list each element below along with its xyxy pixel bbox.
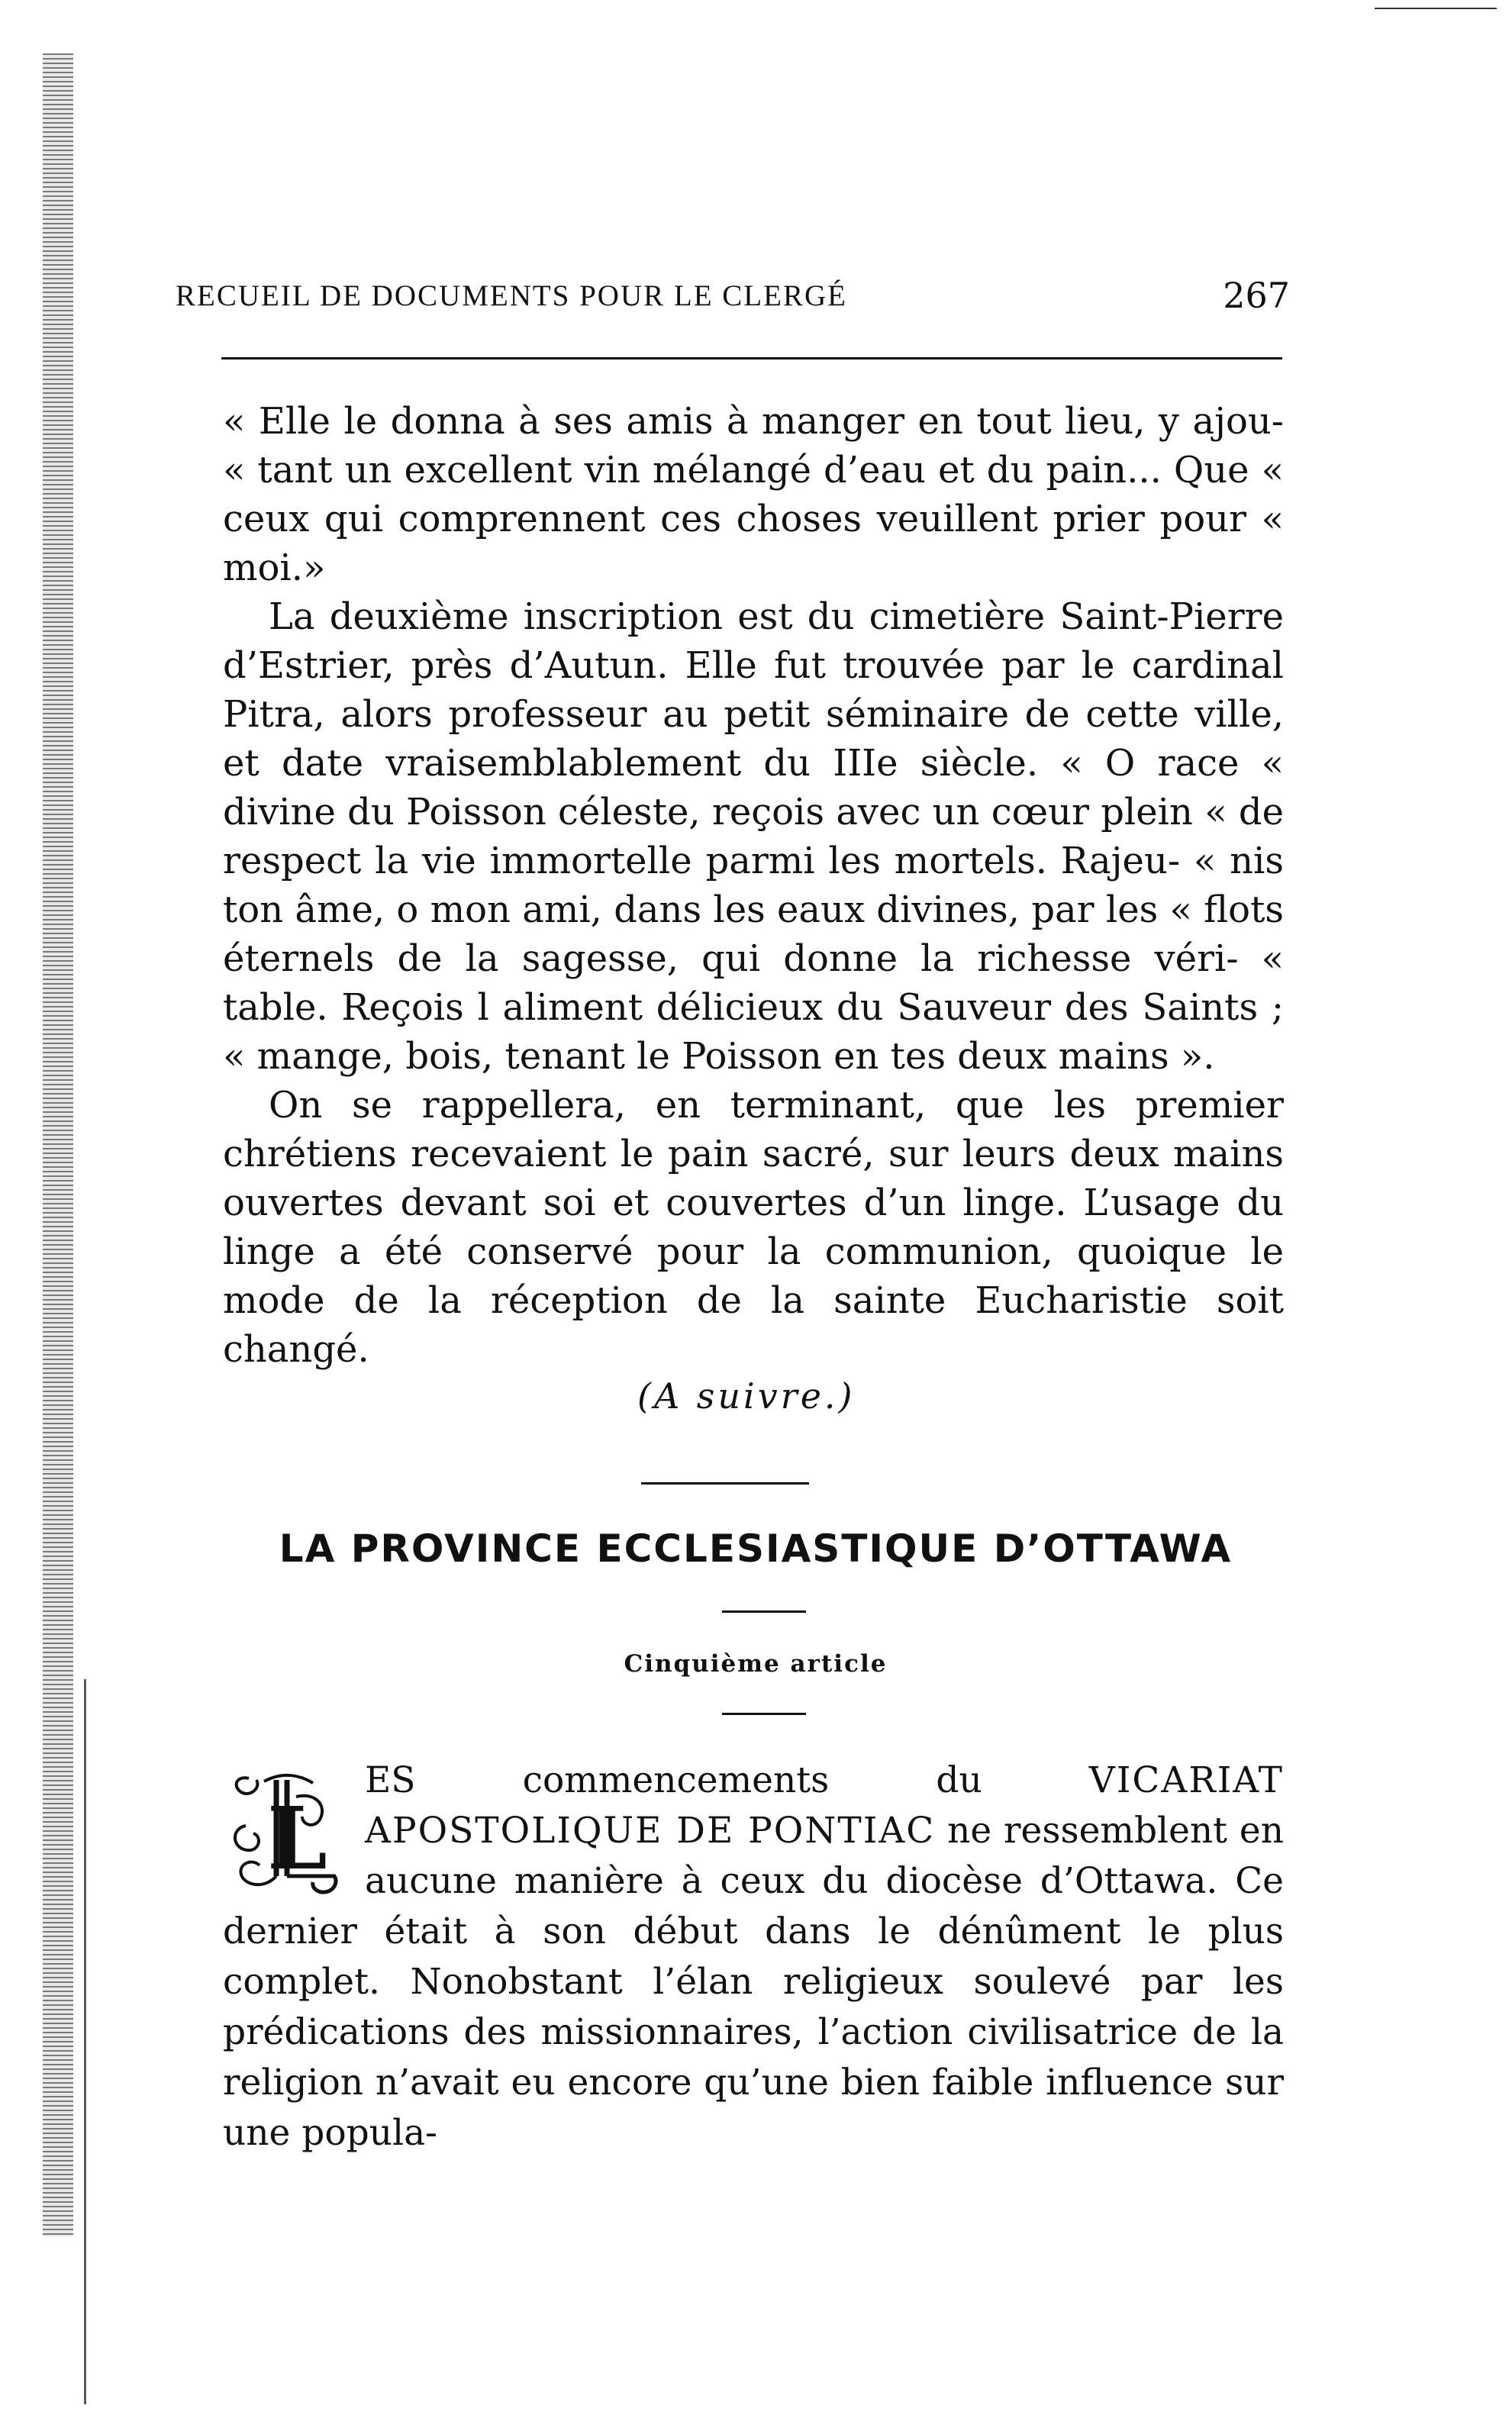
section-body [223,1755,1284,2158]
section-separator-rule [641,1482,809,1485]
inscription-paragraph: La deuxième inscription est du cimetière Saint-Pierre d’Estrier, près d’Autun. Elle fut trouvée par le cardinal Pitra, alors professeur au petit séminaire de cette ville, et date vraisemblablement du IIIe siècle. « O race « divine du Poisson céleste, reçois avec un cœur plein « de respect la vie immortelle parmi les mortels. Rajeu- « nis ton âme, o mon ami, dans les eaux divines, par les « flots éternels de la sagesse, qui donne la richesse véri- « table. Reçois l aliment délicieux du Sauveur des Saints ; « mange, bois, tenant le Poisson en tes deux mains ». [223,595,1284,1078]
section-text: ne ressemblent en aucune manière à ceux du diocèse d’Ottawa. Ce dernier était à son début dans le dénûment le plus complet. Nonobstant l’élan religieux soulevé par les prédications des missionnaires, l’action civilisatrice de la religion n’avait eu encore qu’une bien faible influence sur une popula- [223,1810,1285,2154]
title-subtitle-rule [722,1610,806,1613]
quote-paragraph: « Elle le donna à ses amis à manger en tout lieu, y ajou- « tant un excellent vin mélangé d’eau et du pain... Que « ceux qui comprennent ces choses veuillent prier pour « moi.» [223,400,1284,589]
closing-paragraph: On se rappellera, en terminant, que les premier chrétiens recevaient le pain sacré, sur leurs deux mains ouvertes devant soi et couvertes d’un linge. L’usage du linge a été conservé pour la communion, quoique le mode de la réception de la sainte Eucharistie soit changé. [223,1084,1284,1371]
section-opening-word: ES commencements du [365,1759,982,1801]
page-edge-left-scan-shadow [43,53,73,2236]
header-rule [221,357,1282,359]
running-head: RECUEIL DE DOCUMENTS POUR LE CLERGÉ [176,279,847,312]
page-number: 267 [1223,275,1290,316]
drop-cap-letter: L [267,1789,327,1889]
main-text-block [223,397,1284,1374]
subtitle-body-rule [722,1713,806,1715]
to-follow-note: (A suivre.) [637,1375,856,1417]
section-paragraph [223,1755,1284,2158]
top-right-scan-rule [1375,8,1497,9]
page-edge-binding-line [84,1679,86,2404]
ornamental-drop-cap [223,1763,351,1897]
section-small-caps-phrase: VICARIAT APOSTOLIQUE DE PONTIAC [365,1759,1284,1852]
section-title: LA PROVINCE ECCLESIASTIQUE D’OTTAWA [279,1527,1233,1571]
section-subtitle: Cinquième article [624,1650,888,1678]
